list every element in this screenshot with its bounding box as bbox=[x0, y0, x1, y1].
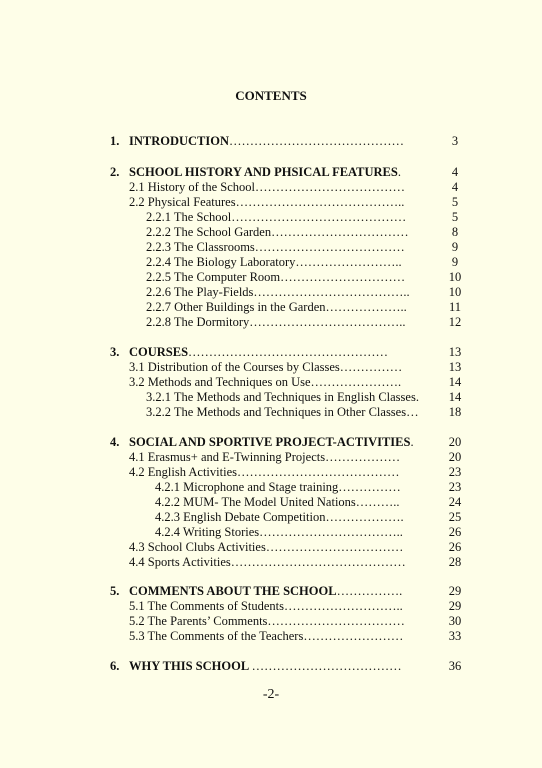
toc-entry-page: 5 bbox=[451, 210, 459, 224]
toc-entry-page: 10 bbox=[448, 270, 462, 284]
toc-entry-page: 28 bbox=[448, 555, 462, 569]
toc-entry-page: 4 bbox=[451, 165, 459, 179]
toc-entry[interactable] bbox=[110, 270, 480, 285]
toc-entry[interactable] bbox=[110, 195, 480, 210]
toc-entry[interactable] bbox=[110, 435, 480, 450]
toc-leader-dots: …………………………………… bbox=[229, 134, 405, 148]
toc-entry-page: 9 bbox=[451, 255, 459, 269]
toc-entry-title: 4.3 School Clubs Activities…………………………… bbox=[129, 540, 404, 554]
toc-entry-title: 4.2 English Activities………………………………… bbox=[129, 465, 400, 479]
toc-entry[interactable] bbox=[110, 360, 480, 375]
toc-entry-title: 2.2.8 The Dormitory……………………………….. bbox=[146, 315, 406, 329]
toc-entry-page: 9 bbox=[451, 240, 459, 254]
toc-entry-title: 2.2 Physical Features………………………………….. bbox=[129, 195, 405, 209]
toc-entry[interactable] bbox=[110, 405, 480, 420]
toc-entry-title: 4.4 Sports Activities…………………………………… bbox=[129, 555, 406, 569]
toc-leader-dots: ……………. bbox=[336, 584, 403, 598]
toc-entry-title: 4.2.2 MUM- The Model United Nations……….. bbox=[155, 495, 400, 509]
toc-entry-title: 3.2 Methods and Techniques on Use…………………. bbox=[129, 375, 402, 389]
toc-entry-title: SOCIAL AND SPORTIVE PROJECT-ACTIVITIES. bbox=[129, 435, 414, 449]
toc-entry-title: 4.2.1 Microphone and Stage training…………… bbox=[155, 480, 401, 494]
toc-leader-dots: …………… bbox=[339, 360, 403, 374]
toc-entry-number: 3. bbox=[110, 345, 120, 359]
toc-entry-page: 5 bbox=[451, 195, 459, 209]
toc-entry-page: 36 bbox=[448, 659, 462, 673]
toc-entry[interactable] bbox=[110, 225, 480, 240]
toc-leader-dots: ……………………………….. bbox=[249, 315, 406, 329]
toc-leader-dots: ……………….. bbox=[325, 300, 407, 314]
toc-entry[interactable] bbox=[110, 629, 480, 644]
toc-entry[interactable] bbox=[110, 255, 480, 270]
page-number: -2- bbox=[262, 687, 280, 702]
toc-entry[interactable] bbox=[110, 480, 480, 495]
toc-entry[interactable] bbox=[110, 240, 480, 255]
toc-entry-page: 29 bbox=[448, 599, 462, 613]
toc-entry-page: 12 bbox=[448, 315, 462, 329]
toc-entry-page: 30 bbox=[448, 614, 462, 628]
toc-entry[interactable] bbox=[110, 495, 480, 510]
toc-entry-number: 6. bbox=[110, 659, 120, 673]
toc-leader-dots: . bbox=[410, 435, 414, 449]
toc-entry[interactable] bbox=[110, 300, 480, 315]
toc-entry[interactable] bbox=[110, 450, 480, 465]
toc-leader-dots: ……………………………… bbox=[255, 180, 406, 194]
toc-entry-number: 4. bbox=[110, 435, 120, 449]
toc-entry-page: 33 bbox=[448, 629, 462, 643]
toc-entry-page: 8 bbox=[451, 225, 459, 239]
toc-leader-dots: ………………………………… bbox=[236, 465, 400, 479]
toc-entry-page: 14 bbox=[448, 375, 462, 389]
toc-entry[interactable] bbox=[110, 584, 480, 599]
toc-entry-page: 20 bbox=[448, 450, 462, 464]
toc-entry-title: 2.2.1 The School…………………………………… bbox=[146, 210, 407, 224]
toc-entry[interactable] bbox=[110, 345, 480, 360]
toc-leader-dots: …………………………… bbox=[267, 614, 405, 628]
toc-entry-title: INTRODUCTION…………………………………… bbox=[129, 134, 405, 148]
toc-leader-dots: ………………………………….. bbox=[235, 195, 405, 209]
toc-leader-dots: ……………………………… bbox=[254, 240, 405, 254]
toc-entry[interactable] bbox=[110, 614, 480, 629]
toc-entry[interactable] bbox=[110, 375, 480, 390]
toc-entry-page: 26 bbox=[448, 525, 462, 539]
toc-entry[interactable] bbox=[110, 465, 480, 480]
toc-leader-dots: …………………………… bbox=[265, 540, 404, 554]
toc-entry[interactable] bbox=[110, 390, 480, 405]
toc-leader-dots: …………………………… bbox=[271, 225, 409, 239]
toc-entry-title: 2.2.6 The Play-Fields……………………………….. bbox=[146, 285, 410, 299]
toc-leader-dots: ……….. bbox=[355, 495, 400, 509]
toc-entry-title: 5.3 The Comments of the Teachers…………………… bbox=[129, 629, 404, 643]
toc-leader-dots: ………………………… bbox=[280, 270, 406, 284]
toc-leader-dots: …………………. bbox=[310, 375, 402, 389]
toc-entry-page: 10 bbox=[448, 285, 462, 299]
toc-entry-title: 2.2.7 Other Buildings in the Garden……………….. bbox=[146, 300, 407, 314]
toc-entry-title: 2.2.5 The Computer Room………………………… bbox=[146, 270, 406, 284]
toc-entry-page: 3 bbox=[451, 134, 459, 148]
toc-leader-dots: …………………………….. bbox=[259, 525, 403, 539]
toc-entry-title: COMMENTS ABOUT THE SCHOOL……………. bbox=[129, 584, 403, 598]
toc-entry[interactable] bbox=[110, 315, 480, 330]
toc-entry-page: 25 bbox=[448, 510, 462, 524]
toc-entry-number: 1. bbox=[110, 134, 120, 148]
toc-leader-dots: …………… bbox=[338, 480, 401, 494]
toc-entry[interactable] bbox=[110, 285, 480, 300]
toc-entry-title: WHY THIS SCHOOL ……………………………… bbox=[129, 659, 402, 673]
toc-leader-dots: ……………………………… bbox=[251, 659, 402, 673]
toc-entry[interactable] bbox=[110, 659, 480, 674]
toc-leader-dots: ………………………………………… bbox=[188, 345, 389, 359]
toc-leader-dots: ……………………………….. bbox=[253, 285, 410, 299]
toc-entry-page: 13 bbox=[448, 345, 462, 359]
toc-entry-page: 14 bbox=[448, 390, 462, 404]
toc-entry-page: 20 bbox=[448, 435, 462, 449]
toc-entry-number: 5. bbox=[110, 584, 120, 598]
toc-leader-dots: …………………………………… bbox=[230, 555, 406, 569]
toc-entry-title: 3.1 Distribution of the Courses by Classes…………… bbox=[129, 360, 403, 374]
toc-entry-title: COURSES………………………………………… bbox=[129, 345, 389, 359]
toc-entry-page: 4 bbox=[451, 180, 459, 194]
toc-leader-dots: ……………………….. bbox=[283, 599, 403, 613]
toc-entry-page: 29 bbox=[448, 584, 462, 598]
toc-entry-title: 2.2.3 The Classrooms……………………………… bbox=[146, 240, 405, 254]
toc-leader-dots: ………………. bbox=[325, 510, 404, 524]
toc-entry[interactable] bbox=[110, 555, 480, 570]
toc-entry-title: 2.2.4 The Biology Laboratory…………………….. bbox=[146, 255, 402, 269]
toc-entry-title: 3.2.2 The Methods and Techniques in Other Classes… bbox=[146, 405, 419, 419]
toc-entry[interactable] bbox=[110, 165, 480, 180]
toc-entry-page: 23 bbox=[448, 465, 462, 479]
toc-entry-title: 4.2.3 English Debate Competition………………. bbox=[155, 510, 404, 524]
toc-leader-dots: …………………… bbox=[303, 629, 404, 643]
toc-entry[interactable] bbox=[110, 599, 480, 614]
toc-leader-dots: …………………….. bbox=[295, 255, 402, 269]
toc-leader-dots: . bbox=[397, 165, 401, 179]
toc-entry-title: 5.1 The Comments of Students……………………….. bbox=[129, 599, 403, 613]
toc-entry[interactable] bbox=[110, 540, 480, 555]
toc-entry[interactable] bbox=[110, 525, 480, 540]
toc-entry-page: 26 bbox=[448, 540, 462, 554]
toc-entry-title: 4.1 Erasmus+ and E-Twinning Projects……………… bbox=[129, 450, 401, 464]
toc-entry-title: 5.2 The Parents’ Comments…………………………… bbox=[129, 614, 405, 628]
toc-entry-page: 11 bbox=[448, 300, 462, 314]
toc-leader-dots: …………………………………… bbox=[231, 210, 407, 224]
toc-entry-title: 2.1 History of the School……………………………… bbox=[129, 180, 406, 194]
toc-leader-dots: … bbox=[406, 405, 419, 419]
toc-entry[interactable] bbox=[110, 510, 480, 525]
toc-entry-title: SCHOOL HISTORY AND PHSICAL FEATURES. bbox=[129, 165, 401, 179]
toc-entry-page: 24 bbox=[448, 495, 462, 509]
toc-entry-number: 2. bbox=[110, 165, 120, 179]
toc-entry[interactable] bbox=[110, 134, 480, 149]
toc-entry-page: 13 bbox=[448, 360, 462, 374]
toc-entry[interactable] bbox=[110, 180, 480, 195]
toc-entry-page: 18 bbox=[448, 405, 462, 419]
toc-leader-dots: ……………… bbox=[325, 450, 401, 464]
toc-entry[interactable] bbox=[110, 210, 480, 225]
toc-entry-title: 4.2.4 Writing Stories…………………………….. bbox=[155, 525, 403, 539]
toc-entry-title: 3.2.1 The Methods and Techniques in English Classes. bbox=[146, 390, 419, 404]
toc-entry-page: 23 bbox=[448, 480, 462, 494]
toc-entry-title: 2.2.2 The School Garden…………………………… bbox=[146, 225, 409, 239]
contents-title: CONTENTS bbox=[235, 88, 307, 103]
